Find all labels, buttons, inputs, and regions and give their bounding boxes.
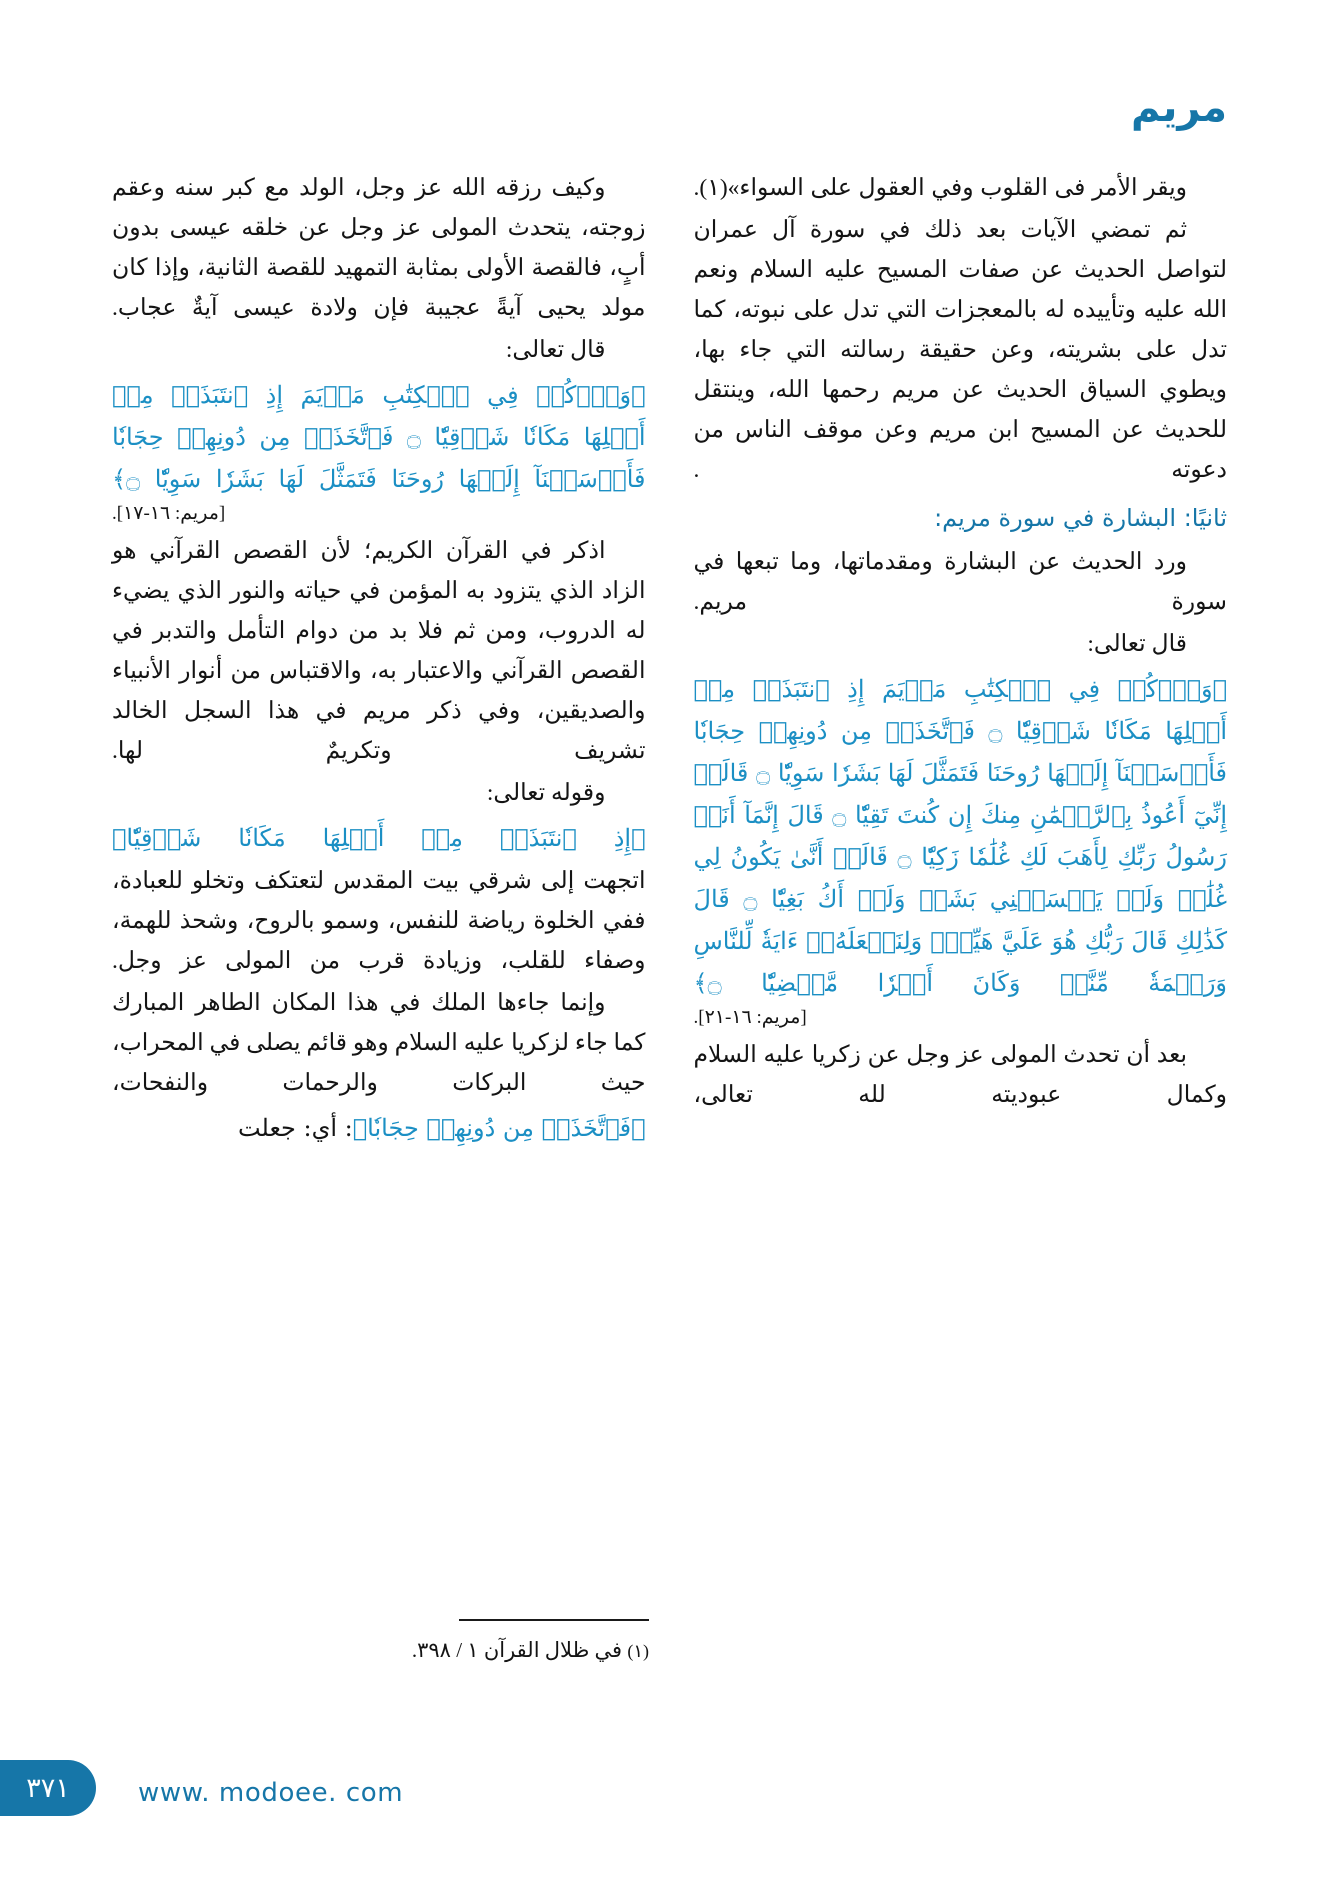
column-left xyxy=(112,168,646,1628)
paragraph: وكيف رزقه الله عز وجل، الولد مع كبر سنه وعقم زوجته، يتحدث المولى عز وجل عن خلقه عيسى بدون أبٍ، فالقصة الأولى بمثابة التمهيد للقصة الثانية، وإذا كان مولد يحيى آيةً عجيبة فإن ولادة عيسى آيةٌ عجاب. xyxy=(112,175,646,321)
quran-inline-verse-tail xyxy=(112,1107,646,1149)
quote-lead: وقوله تعالى: xyxy=(486,780,606,806)
page-header xyxy=(112,85,1227,148)
quran-reference: [مريم: ١٦-٢١]. xyxy=(693,1007,807,1028)
paragraph: وإنما جاءها الملك في هذا المكان الطاهر المبارك كما جاء لزكريا عليه السلام وهو قائم يصلى في المحراب، حيث البركات والرحمات والنفحات، xyxy=(112,990,646,1096)
quran-inline-text: ﴿فَٱتَّخَذَتۡ مِن دُونِهِمۡ حِجَابٗا﴾ xyxy=(352,1114,646,1142)
paragraph: ثم تمضي الآيات بعد ذلك في سورة آل عمران لتواصل الحديث عن صفات المسيح عليه السلام ونعم الله عليه وتأييده له بالمعجزات التي تدل على نبوته، كما تدل على بشريته، وعن حقيقة رسالته التي جاء بها، ويطوي السياق الحديث عن مريم رحمها الله، وينتقل للحديث عن المسيح ابن مريم وعن موقف الناس من دعوته . xyxy=(693,217,1227,483)
column-right xyxy=(694,168,1228,1628)
body-columns xyxy=(112,168,1227,1628)
quran-verse-block: ﴿وَٱذۡكُرۡ فِي ٱلۡكِتَٰبِ مَرۡيَمَ إِذِ ٱنتَبَذَتۡ مِنۡ أَهۡلِهَا مَكَانٗا شَرۡقِيّٗا ۝ فَٱتَّخَذَتۡ مِن دُونِهِمۡ حِجَابٗا فَأَرۡسَلۡنَآ إِلَيۡهَا رُوحَنَا فَتَمَثَّلَ لَهَا بَشَرٗا سَوِيّٗا ۝ قَالَتۡ إِنِّيٓ أَعُوذُ بِٱلرَّحۡمَٰنِ مِنكَ إِن كُنتَ تَقِيّٗا ۝ قَالَ إِنَّمَآ أَنَا۠ رَسُولُ رَبِّكِ لِأَهَبَ لَكِ غُلَٰمٗا زَكِيّٗا ۝ قَالَتۡ أَنَّىٰ يَكُونُ لِي غُلَٰمٞ وَلَمۡ يَمۡسَسۡنِي بَشَرٞ وَلَمۡ أَكُ بَغِيّٗا ۝ قَالَ كَذَٰلِكِ قَالَ رَبُّكِ هُوَ عَلَيَّ هَيِّنٞۖ وَلِنَجۡعَلَهُۥٓ ءَايَةٗ لِّلنَّاسِ وَرَحۡمَةٗ مِّنَّاۚ وَكَانَ أَمۡرٗا مَّقۡضِيّٗا ۝﴾ xyxy=(693,675,1228,997)
footnote xyxy=(112,1633,649,1668)
footnote-text: في ظلال القرآن ١ / ٣٩٨. xyxy=(411,1638,623,1662)
paragraph: بعد أن تحدث المولى عز وجل عن زكريا عليه السلام وكمال عبوديته لله تعالى، xyxy=(693,1042,1227,1108)
paragraph: اتجهت إلى شرقي بيت المقدس لتعتكف وتخلو للعبادة، ففي الخلوة رياضة للنفس، وسمو بالروح، وشحذ للهمة، وصفاء للقلب، وزيادة قرب من المولى عز وجل. xyxy=(112,868,646,974)
footnote-marker: (١) xyxy=(627,1641,649,1661)
page-footer xyxy=(0,1760,1339,1816)
chapter-title: مريم xyxy=(1130,85,1227,131)
quran-inline-verse: ﴿إِذِ ٱنتَبَذَتۡ مِنۡ أَهۡلِهَا مَكَانٗا شَرۡقِيّٗا﴾ xyxy=(112,824,646,852)
page-number: ٣٧١ xyxy=(0,1760,96,1816)
website-link[interactable]: www. modoee. com xyxy=(138,1778,404,1808)
quran-reference: [مريم: ١٦-١٧]. xyxy=(112,503,226,524)
footnote-divider xyxy=(459,1619,649,1621)
paragraph: ويقر الأمر فى القلوب وفي العقول على السواء»(١). xyxy=(693,175,1187,201)
section-subheading: ثانيًا: البشارة في سورة مريم: xyxy=(934,504,1227,532)
quote-lead: قال تعالى: xyxy=(1087,631,1187,657)
quran-verse-block: ﴿وَٱذۡكُرۡ فِي ٱلۡكِتَٰبِ مَرۡيَمَ إِذِ ٱنتَبَذَتۡ مِنۡ أَهۡلِهَا مَكَانٗا شَرۡقِيّٗا ۝ فَٱتَّخَذَتۡ مِن دُونِهِمۡ حِجَابٗا فَأَرۡسَلۡنَآ إِلَيۡهَا رُوحَنَا فَتَمَثَّلَ لَهَا بَشَرٗا سَوِيّٗا ۝﴾ xyxy=(112,381,646,493)
paragraph: ورد الحديث عن البشارة ومقدماتها، وما تبعها في سورة مريم. xyxy=(693,549,1227,615)
footnote-area xyxy=(112,1619,649,1668)
quote-lead: قال تعالى: xyxy=(505,337,606,363)
paragraph: اذكر في القرآن الكريم؛ لأن القصص القرآني هو الزاد الذي يتزود به المؤمن في حياته والنور الذي يضيء له الدروب، ومن ثم فلا بد من دوام التأمل والتدبر في القصص القرآني والاعتبار به، والاقتباس من أنوار الأنبياء والصديقين، وفي ذكر مريم في هذا السجل الخالد تشريف وتكريمٌ لها. xyxy=(112,538,646,764)
paragraph-tail: : أي: جعلت xyxy=(237,1114,353,1142)
